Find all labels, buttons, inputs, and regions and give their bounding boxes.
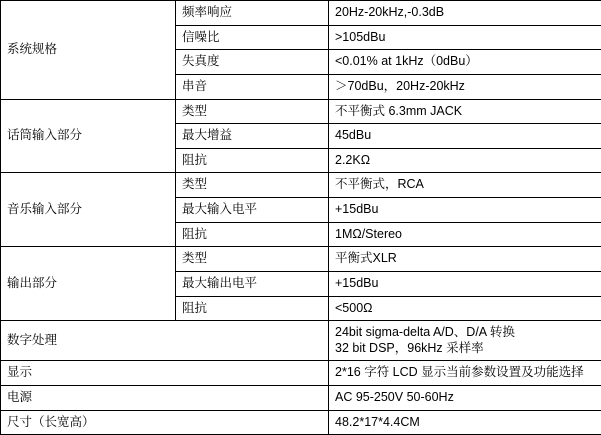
value-line: 2*16 字符 LCD 显示当前参数设置及功能选择	[335, 365, 601, 381]
parameter-value: 1MΩ/Stereo	[329, 222, 601, 247]
footer-row-label: 尺寸（长宽高）	[1, 410, 329, 435]
parameter-label: 阻抗	[176, 148, 329, 173]
section-group-label: 话筒输入部分	[1, 99, 176, 173]
parameter-label: 最大增益	[176, 124, 329, 149]
parameter-label: 信噪比	[176, 25, 329, 50]
parameter-value: <500Ω	[329, 296, 601, 321]
table-row	[1, 361, 601, 386]
section-group-label: 输出部分	[1, 247, 176, 321]
table-row	[1, 99, 601, 124]
parameter-label: 阻抗	[176, 222, 329, 247]
table-row	[1, 321, 601, 361]
parameter-label: 类型	[176, 247, 329, 272]
parameter-value: 2.2KΩ	[329, 148, 601, 173]
parameter-value: <0.01% at 1kHz（0dBu）	[329, 50, 601, 75]
value-line: AC 95-250V 50-60Hz	[335, 390, 601, 406]
parameter-label: 最大输入电平	[176, 198, 329, 223]
parameter-value: >105dBu	[329, 25, 601, 50]
section-group-label: 系统规格	[1, 1, 176, 100]
parameter-label: 类型	[176, 99, 329, 124]
footer-row-value	[329, 361, 601, 386]
table-row	[1, 173, 601, 198]
footer-row-value	[329, 321, 601, 361]
parameter-value: 不平衡式 6.3mm JACK	[329, 99, 601, 124]
footer-row-label: 数字处理	[1, 321, 329, 361]
parameter-value: 45dBu	[329, 124, 601, 149]
section-group-label: 音乐输入部分	[1, 173, 176, 247]
value-line: 32 bit DSP，96kHz 采样率	[335, 341, 601, 357]
footer-row-value	[329, 410, 601, 435]
table-row	[1, 410, 601, 435]
parameter-value: +15dBu	[329, 198, 601, 223]
value-line: 24bit sigma-delta A/D、D/A 转换	[335, 325, 601, 341]
parameter-label: 类型	[176, 173, 329, 198]
parameter-value: 平衡式XLR	[329, 247, 601, 272]
footer-row-label: 显示	[1, 361, 329, 386]
parameter-value: ＞70dBu，20Hz-20kHz	[329, 74, 601, 99]
parameter-value: 不平衡式，RCA	[329, 173, 601, 198]
parameter-value: +15dBu	[329, 271, 601, 296]
value-line: 48.2*17*4.4CM	[335, 415, 601, 431]
footer-row-label: 电源	[1, 386, 329, 411]
parameter-label: 失真度	[176, 50, 329, 75]
parameter-label: 最大输出电平	[176, 271, 329, 296]
footer-row-value	[329, 386, 601, 411]
table-row	[1, 1, 601, 26]
table-row	[1, 386, 601, 411]
parameter-label: 频率响应	[176, 1, 329, 26]
parameter-label: 阻抗	[176, 296, 329, 321]
parameter-label: 串音	[176, 74, 329, 99]
table-row	[1, 247, 601, 272]
parameter-value: 20Hz-20kHz,-0.3dB	[329, 1, 601, 26]
specifications-table-body	[1, 1, 601, 435]
